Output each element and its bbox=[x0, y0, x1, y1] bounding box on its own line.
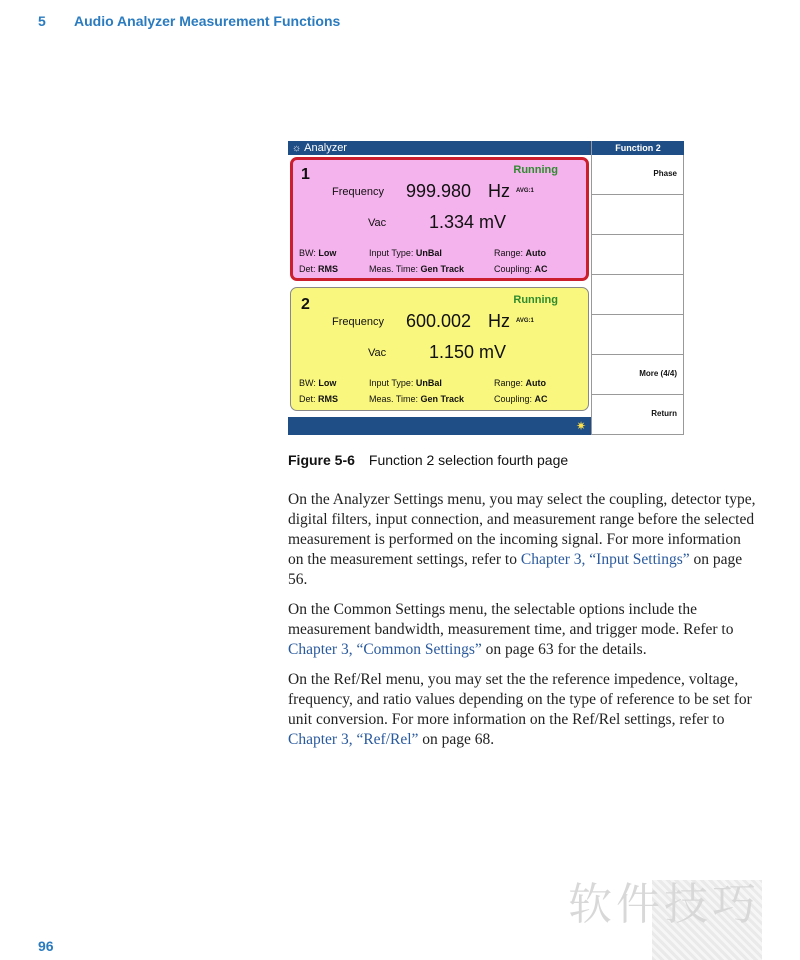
softkey-phase[interactable]: Phase bbox=[592, 155, 684, 195]
page-number: 96 bbox=[38, 938, 54, 954]
detector-setting: Det: RMS bbox=[299, 264, 339, 274]
paragraph-ref-rel: On the Ref/Rel menu, you may set the the reference impedence, voltage, frequency, and ratio values depending on the type of reference to be set for unit conversion. For more information on the Ref/Rel settings, refer to Chapter 3, “Ref/Rel” on page 68. bbox=[288, 671, 752, 748]
figure-label: Figure 5-6 bbox=[288, 452, 355, 468]
chapter-title: Audio Analyzer Measurement Functions bbox=[74, 13, 341, 29]
measurement-panel-2[interactable] bbox=[290, 287, 589, 411]
measurement-panel-1[interactable] bbox=[290, 157, 589, 281]
link-ref-rel[interactable]: Chapter 3, “Ref/Rel” bbox=[288, 731, 419, 748]
meas-time-setting: Meas. Time: Gen Track bbox=[369, 264, 465, 274]
vac-value: 1.150 mV bbox=[429, 342, 507, 362]
figure-caption bbox=[288, 452, 568, 468]
range-setting: Range: Auto bbox=[494, 378, 547, 388]
frequency-label: Frequency bbox=[332, 316, 384, 328]
vac-value: 1.334 mV bbox=[429, 212, 507, 232]
vac-label: Vac bbox=[368, 217, 387, 229]
vac-label: Vac bbox=[368, 347, 387, 359]
frequency-unit: Hz bbox=[488, 311, 510, 331]
watermark: 软件技巧 bbox=[568, 879, 760, 930]
frequency-unit: Hz bbox=[488, 181, 510, 201]
frequency-value: 999.980 bbox=[406, 181, 472, 201]
meas-time-setting: Meas. Time: Gen Track bbox=[369, 394, 465, 404]
analyzer-sun-icon: ☼ bbox=[292, 143, 302, 154]
detector-setting: Det: RMS bbox=[299, 394, 339, 404]
softkey-menu bbox=[591, 141, 684, 435]
softkey-empty-3[interactable] bbox=[592, 235, 684, 275]
paragraph-common-settings: On the Common Settings menu, the selectable options include the measurement bandwidth, measurement time, and trigger mode. Refer to Chapter 3, “Common Settings” on page 63 for the details. bbox=[288, 601, 734, 658]
link-common-settings[interactable]: Chapter 3, “Common Settings” bbox=[288, 641, 482, 658]
link-input-settings[interactable]: Chapter 3, “Input Settings” bbox=[520, 551, 690, 568]
chapter-number: 5 bbox=[38, 13, 46, 29]
input-type-setting: Input Type: UnBal bbox=[369, 248, 442, 258]
coupling-setting: Coupling: AC bbox=[494, 264, 548, 274]
softkey-more[interactable]: More (4/4) bbox=[592, 355, 684, 395]
panel-number: 2 bbox=[301, 296, 310, 313]
avg-indicator: AVG:1 bbox=[516, 188, 534, 194]
bw-setting: BW: Low bbox=[299, 378, 337, 388]
input-type-setting: Input Type: UnBal bbox=[369, 378, 442, 388]
bw-setting: BW: Low bbox=[299, 248, 337, 258]
paragraph-analyzer-settings: On the Analyzer Settings menu, you may select the coupling, detector type, digital filters, input connection, and measurement range before the selected measurement is performed on the incoming signal. For more information on the measurement settings, refer to Chapter 3, “Input Settings” on page 56. bbox=[288, 491, 756, 588]
status-running: Running bbox=[513, 164, 558, 176]
analyzer-title-bar bbox=[288, 141, 591, 155]
window-title: Analyzer bbox=[304, 142, 347, 154]
figure-caption-text: Function 2 selection fourth page bbox=[368, 452, 569, 468]
panel-number: 1 bbox=[301, 166, 310, 183]
softkey-return[interactable]: Return bbox=[592, 395, 684, 435]
softkey-empty-5[interactable] bbox=[592, 315, 684, 355]
softkey-menu-title: Function 2 bbox=[592, 141, 684, 155]
range-setting: Range: Auto bbox=[494, 248, 547, 258]
frequency-label: Frequency bbox=[332, 186, 384, 198]
softkey-empty-2[interactable] bbox=[592, 195, 684, 235]
body-text bbox=[288, 490, 758, 760]
running-header bbox=[38, 13, 340, 29]
analyzer-screenshot bbox=[288, 141, 684, 435]
coupling-setting: Coupling: AC bbox=[494, 394, 548, 404]
softkey-empty-4[interactable] bbox=[592, 275, 684, 315]
indicator-star-icon: ✷ bbox=[575, 419, 586, 433]
avg-indicator: AVG:1 bbox=[516, 318, 534, 324]
analyzer-status-bar bbox=[288, 417, 591, 435]
status-running: Running bbox=[513, 294, 558, 306]
frequency-value: 600.002 bbox=[406, 311, 472, 331]
